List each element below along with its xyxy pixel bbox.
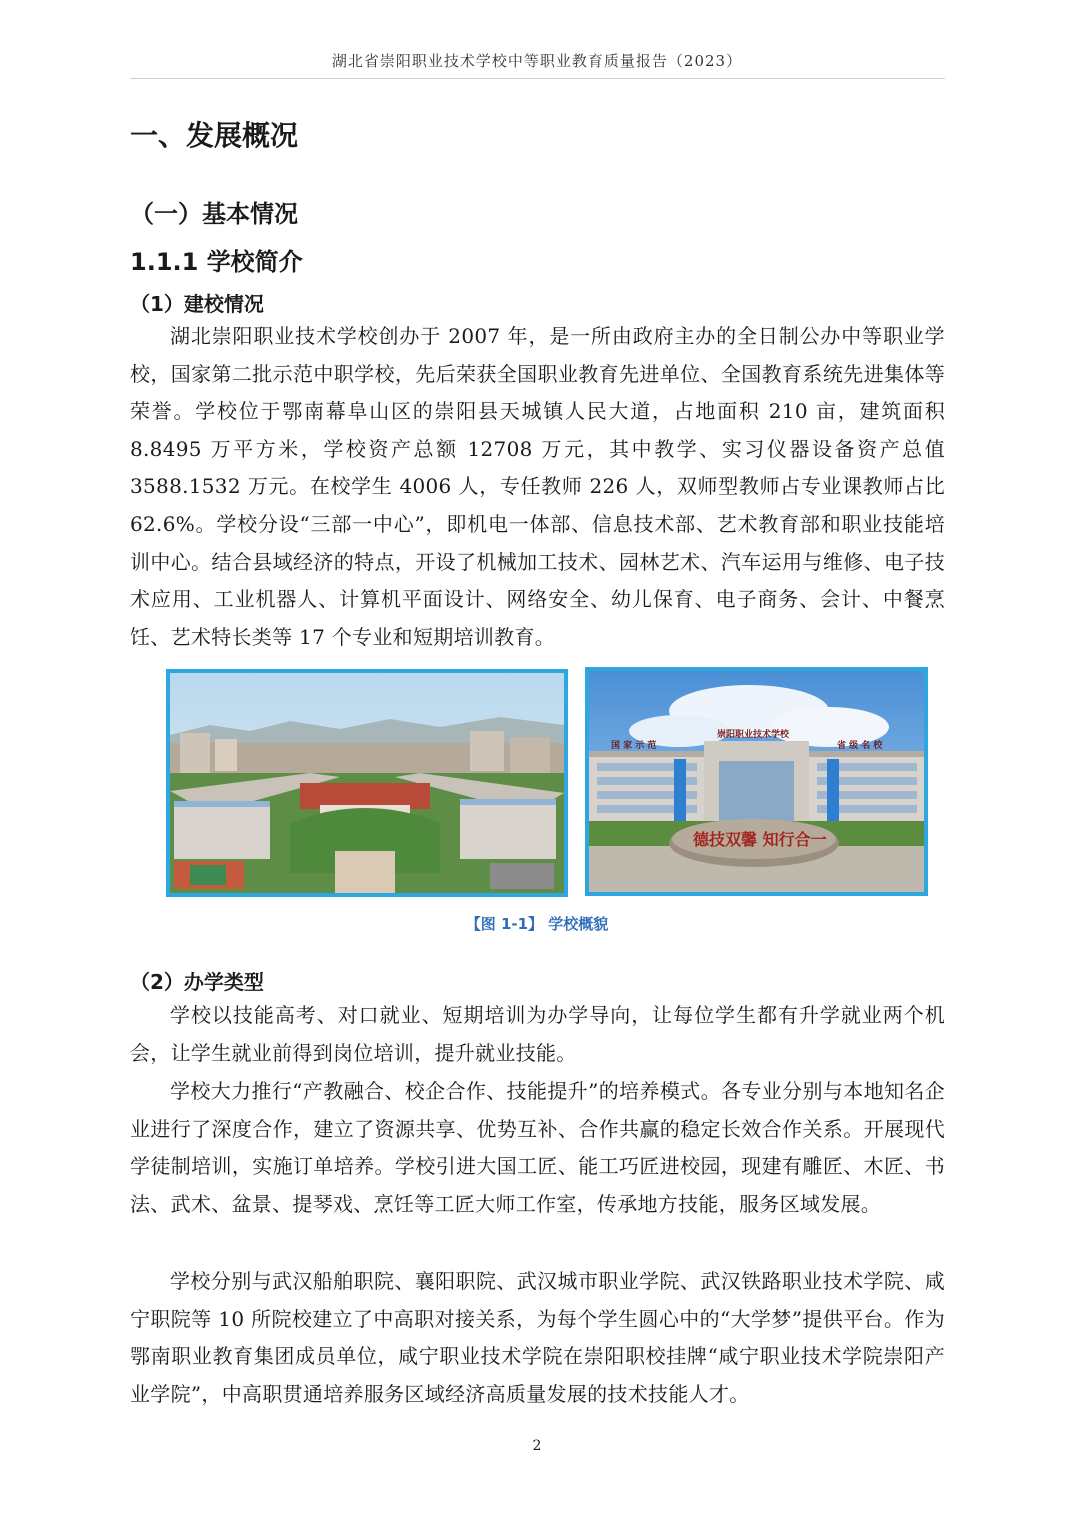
campus-aerial-illustration — [170, 673, 564, 893]
part1-paragraph: 湖北崇阳职业技术学校创办于 2007 年，是一所由政府主办的全日制公办中等职业学校，国家第二批示范中职学校，先后荣获全国职业教育先进单位、全国教育系统先进集体等荣誉。学校位于鄂南幕阜山区的崇阳县天城镇人民大道，占地面积 210 亩，建筑面积 8.8495 万平方米，学校资产总额 12708 万元，其中教学、实习仪器设备资产总值 3588.1532 万元。在校学生 4006 人，专任教师 226 人，双师型教师占专业课教师占比 62.6%。学校分设“三部一中心”，即机电一体部、信息技术部、艺术教育部和职业技能培训中心。结合县域经济的特点，开设了机械加工技术、园林艺术、汽车运用与维修、电子技术应用、工业机器人、计算机平面设计、网络安全、幼儿保育、电子商务、会计、中餐烹饪、艺术特长类等 17 个专业和短期培训教育。 — [130, 324, 945, 649]
main-building-illustration — [589, 671, 924, 892]
main-building-photo — [585, 667, 928, 896]
page-number: 2 — [532, 1438, 542, 1454]
part1-heading: （1）建校情况 — [130, 292, 264, 316]
subsubsection-title: 1.1.1 学校简介 — [130, 248, 303, 276]
section-title: 一、发展概况 — [130, 119, 299, 152]
campus-aerial-photo — [166, 669, 568, 897]
subsection-title: （一）基本情况 — [130, 200, 298, 228]
sign-left-text: 国 家 示 范 — [611, 741, 657, 751]
stone-inscription: 德技双馨 知行合一 — [693, 830, 827, 849]
part2-paragraph-1: 学校以技能高考、对口就业、短期培训为办学导向，让每位学生都有升学就业两个机会，让学生就业前得到岗位培训，提升就业技能。 — [130, 1003, 945, 1065]
figure-caption: 【图 1-1】 学校概貌 — [465, 915, 609, 933]
part2-heading: （2）办学类型 — [130, 970, 264, 994]
sign-right-text: 省 级 名 校 — [837, 741, 883, 751]
header-divider — [130, 78, 945, 79]
part2-paragraph-3: 学校分别与武汉船舶职院、襄阳职院、武汉城市职业学院、武汉铁路职业技术学院、咸宁职院等 10 所院校建立了中高职对接关系，为每个学生圆心中的“大学梦”提供平台。作为鄂南职业教育集团成员单位，咸宁职业技术学院在崇阳职校挂牌“咸宁职业技术学院崇阳产业学院”，中高职贯通培养服务区域经济高质量发展的技术技能人才。 — [130, 1269, 945, 1406]
part2-paragraph-2: 学校大力推行“产教融合、校企合作、技能提升”的培养模式。各专业分别与本地知名企业进行了深度合作，建立了资源共享、优势互补、合作共赢的稳定长效合作关系。开展现代学徒制培训，实施订单培养。学校引进大国工匠、能工巧匠进校园，现建有雕匠、木匠、书法、武术、盆景、提琴戏、烹饪等工匠大师工作室，传承地方技能，服务区域发展。 — [130, 1079, 945, 1216]
building-name-text: 崇阳职业技术学校 — [717, 730, 790, 740]
page-header: 湖北省崇阳职业技术学校中等职业教育质量报告（2023） — [331, 52, 743, 70]
